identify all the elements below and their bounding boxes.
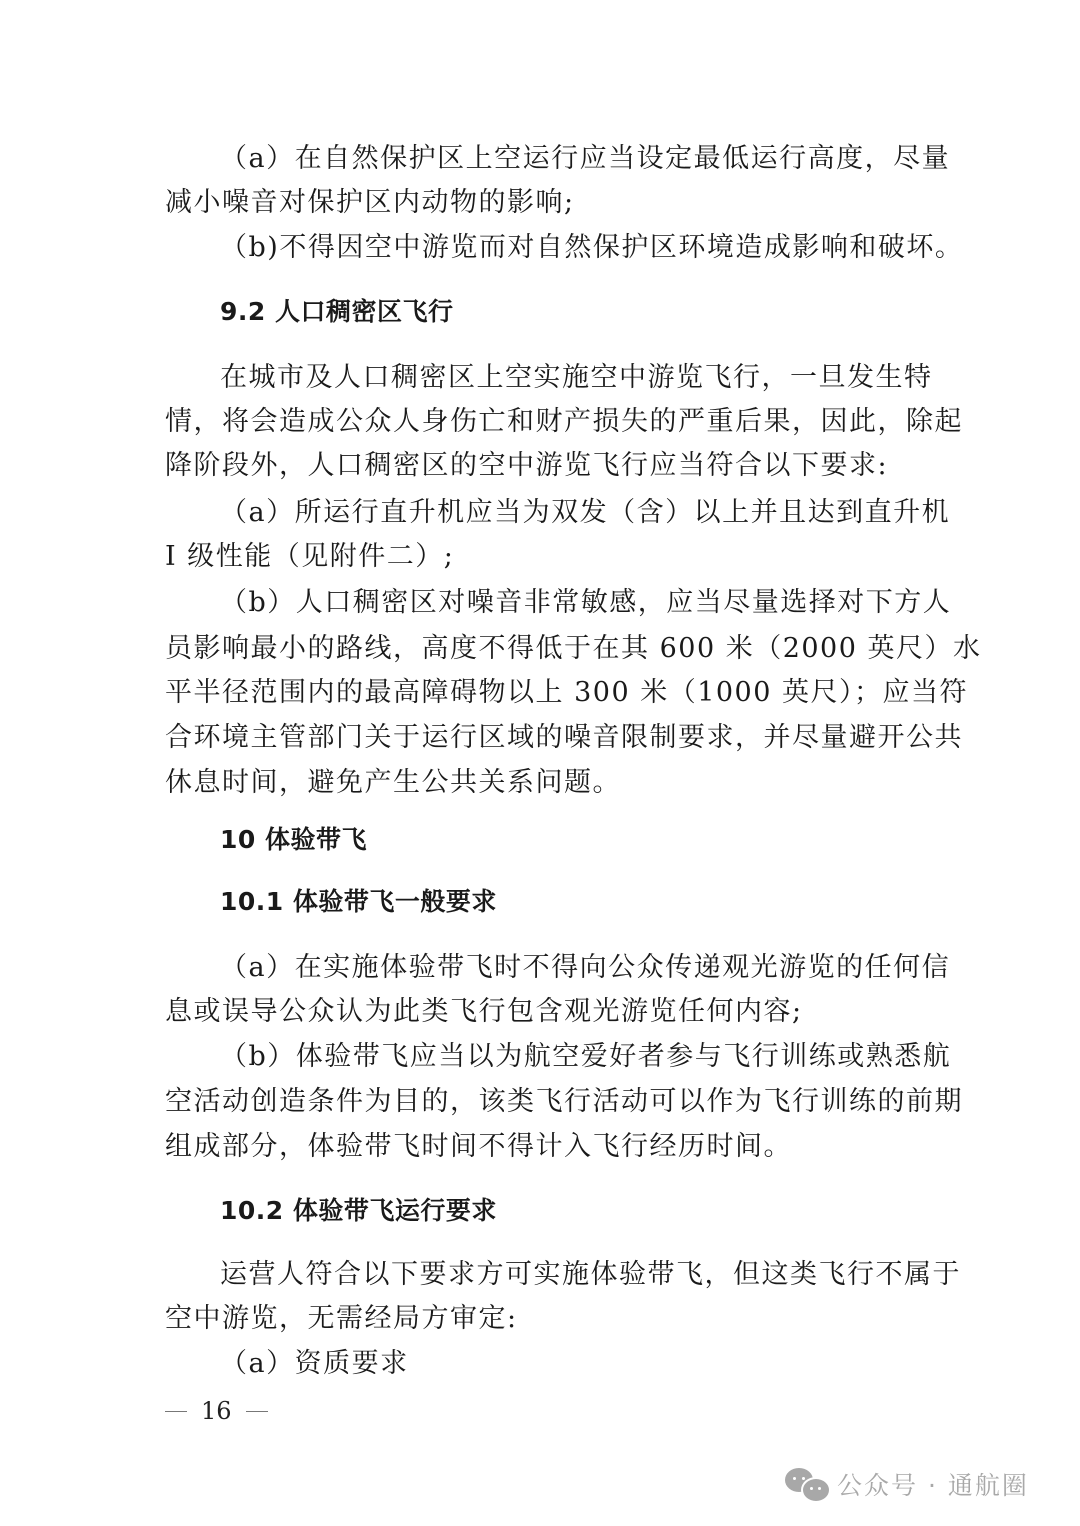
wechat-icon	[785, 1466, 829, 1502]
paragraph-line: （b）体验带飞应当以为航空爱好者参与飞行训练或熟悉航	[220, 1041, 952, 1072]
section-heading-10-1: 10.1 体验带飞一般要求	[220, 887, 497, 916]
paragraph-line: （a）在实施体验带飞时不得向公众传递观光游览的任何信	[220, 952, 951, 983]
section-heading-10-2: 10.2 体验带飞运行要求	[220, 1196, 497, 1225]
paragraph-line: 合环境主管部门关于运行区域的噪音限制要求，并尽量避开公共	[165, 722, 963, 753]
page-number-value: 16	[201, 1397, 232, 1425]
paragraph-line: 降阶段外，人口稠密区的空中游览飞行应当符合以下要求:	[165, 450, 889, 481]
paragraph-line: 空中游览，无需经局方审定:	[165, 1303, 518, 1334]
paragraph-line: （b）人口稠密区对噪音非常敏感，应当尽量选择对下方人	[220, 587, 952, 618]
watermark-text: 公众号 · 通航圈	[837, 1471, 1029, 1500]
paragraph-line: 息或误导公众认为此类飞行包含观光游览任何内容;	[165, 996, 803, 1027]
page-number	[165, 1395, 268, 1427]
paragraph-line: （a）资质要求	[220, 1348, 409, 1379]
section-heading-9-2: 9.2 人口稠密区飞行	[220, 297, 454, 326]
paragraph-line: 减小噪音对保护区内动物的影响;	[165, 187, 575, 218]
dash-left	[165, 1411, 187, 1412]
paragraph-line: 在城市及人口稠密区上空实施空中游览飞行，一旦发生特	[220, 362, 933, 393]
paragraph-line: 组成部分，体验带飞时间不得计入飞行经历时间。	[165, 1131, 792, 1162]
paragraph-line: 情，将会造成公众人身伤亡和财产损失的严重后果，因此，除起	[165, 406, 963, 437]
paragraph-line: 员影响最小的路线，高度不得低于在其 600 米（2000 英尺）水	[165, 633, 982, 664]
section-heading-10: 10 体验带飞	[220, 825, 367, 854]
paragraph-line: 平半径范围内的最高障碍物以上 300 米（1000 英尺）；应当符	[165, 677, 968, 708]
paragraph-line: （a）所运行直升机应当为双发（含）以上并且达到直升机	[220, 497, 951, 528]
paragraph-line: I 级性能（见附件二）;	[165, 541, 455, 572]
paragraph-line: 休息时间，避免产生公共关系问题。	[165, 767, 621, 798]
paragraph-line: （b)不得因空中游览而对自然保护区环境造成影响和破坏。	[220, 232, 964, 263]
paragraph-line: 运营人符合以下要求方可实施体验带飞，但这类飞行不属于	[220, 1259, 961, 1290]
dash-right	[246, 1411, 268, 1412]
paragraph-line: 空活动创造条件为目的，该类飞行活动可以作为飞行训练的前期	[165, 1086, 963, 1117]
wechat-watermark	[785, 1466, 1029, 1502]
paragraph-line: （a）在自然保护区上空运行应当设定最低运行高度，尽量	[220, 143, 951, 174]
